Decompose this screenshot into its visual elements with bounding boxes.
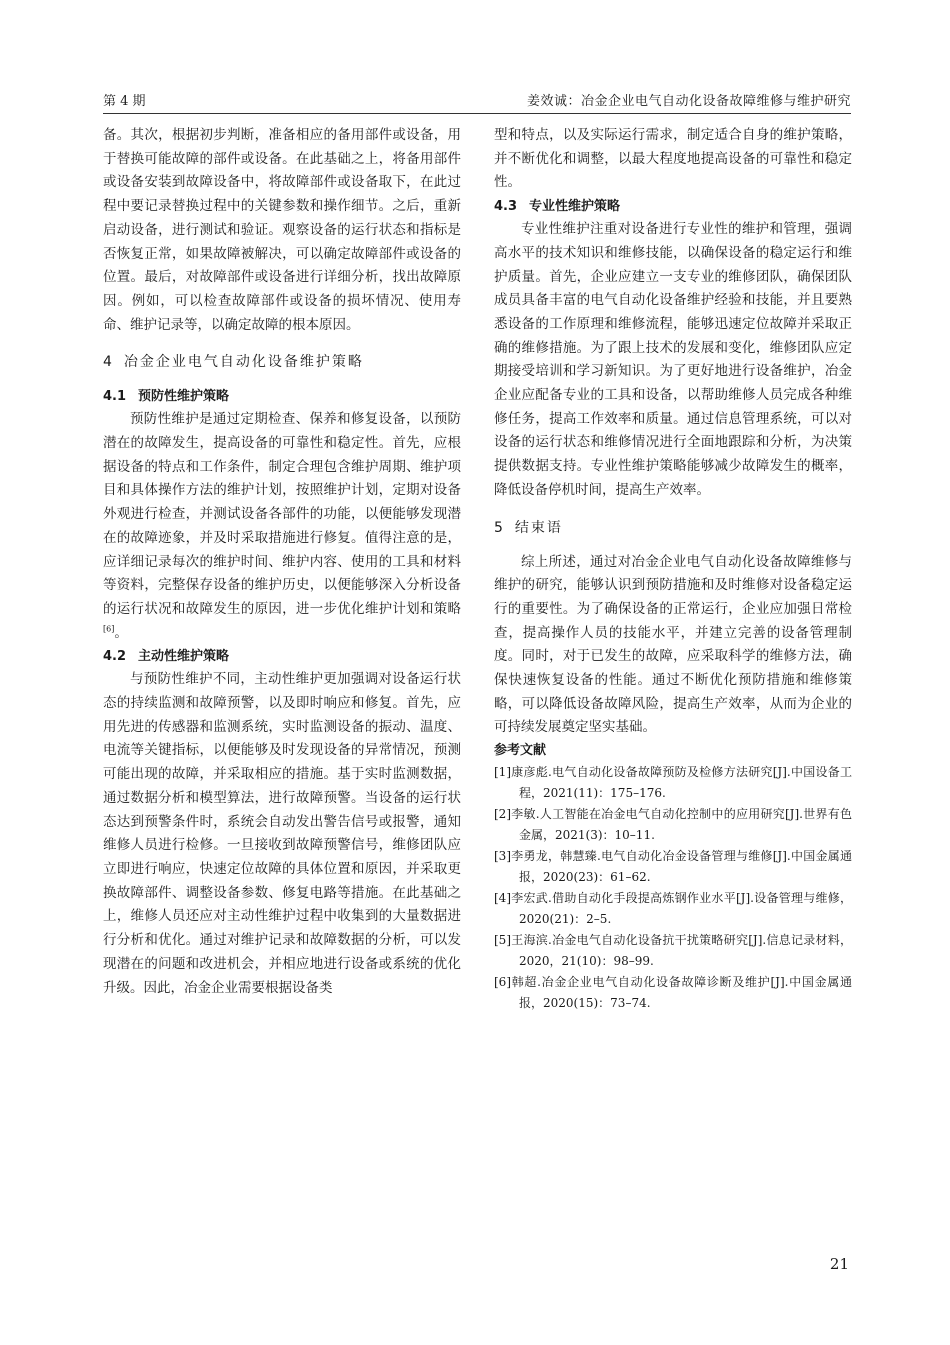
subsection-title: 专业性维护策略 [529, 199, 621, 215]
paragraph-text: 预防性维护是通过定期检查、保养和修复设备，以预防潜在的故障发生，提高设备的可靠性和稳定性。首先，应根据设备的特点和工作条件，制定合理包含维护周期、维护项目和具体操作方法的维护计划，按照维护计划，定期对设备外观进行检查，并测试设备各部件的功能，以便能够发现潜在的故障迹象，并及时采取措施进行修复。值得注意的是，应详细记录每次的维护时间、维护内容、使用的工具和材料等资料，完整保存设备的维护历史，以便能够深入分析设备的运行状况和故障发生的原因，进一步优化维护计划和策略 [103, 411, 461, 617]
reference-item: [3]李勇龙，韩慧臻.电气自动化冶金设备管理与维修[J].中国金属通报，2020(23)：61–62. [494, 849, 852, 885]
paragraph-continuation: 备。其次，根据初步判断，准备相应的备用部件或设备，用于替换可能故障的部件或设备。在此基础之上，将备用部件或设备安装到故障设备中，将故障部件或设备取下，在此过程中要记录替换过程中的关键参数和操作细节。之后，重新启动设备，进行测试和验证。观察设备的运行状态和指标是否恢复正常，如果故障被解决，可以确定故障部件或设备的位置。最后，对故障部件或设备进行详细分析，找出故障原因。例如，可以检查故障部件或设备的损坏情况、使用寿命、维护记录等，以确定故障的根本原因。 [103, 127, 461, 333]
running-title: 姜效诚：冶金企业电气自动化设备故障维修与维护研究 [526, 94, 851, 109]
subsection-4-2-heading [103, 645, 461, 668]
subsection-4-3-heading [494, 195, 852, 218]
running-header [103, 90, 851, 112]
citation: [6] [103, 624, 115, 634]
paragraph-continuation: 型和特点，以及实际运行需求，制定适合自身的维护策略，并不断优化和调整，以最大程度地提高设备的可靠性和稳定性。 [494, 127, 852, 191]
subsection-title: 主动性维护策略 [138, 649, 230, 665]
subsection-number: 4.3 [494, 199, 518, 215]
page-number: 21 [829, 1255, 849, 1273]
subsection-title: 预防性维护策略 [138, 389, 230, 405]
reference-item: [2]李敏.人工智能在冶金电气自动化控制中的应用研究[J].世界有色金属，2021(3)：10–11. [494, 807, 852, 843]
paragraph-4-3: 专业性维护注重对设备进行专业性的维护和管理，强调高水平的技术知识和维修技能，以确保设备的稳定运行和维护质量。首先，企业应建立一支专业的维修团队，确保团队成员具备丰富的电气自动化设备维护经验和技能，并且要熟悉设备的工作原理和维修流程，能够迅速定位故障并采取正确的维修措施。为了跟上技术的发展和变化，维修团队应定期接受培训和学习新知识。为了更好地进行设备维护，冶金企业应配备专业的工具和设备，以帮助维修人员完成各种维修任务，提高工作效率和质量。通过信息管理系统，可以对设备的运行状态和维修情况进行全面地跟踪和分析，为决策提供数据支持。专业性维护策略能够减少故障发生的概率，降低设备停机时间，提高生产效率。 [494, 221, 852, 498]
reference-item: [6]韩超.冶金企业电气自动化设备故障诊断及维护[J].中国金属通报，2020(15)：73–74. [494, 975, 852, 1011]
reference-item: [1]康彦彪.电气自动化设备故障预防及检修方法研究[J].中国设备工程，2021(11)：175–176. [494, 765, 852, 801]
paragraph-4-1 [103, 408, 461, 645]
section-title: 结束语 [514, 519, 563, 536]
paragraph-4-2: 与预防性维护不同，主动性维护更加强调对设备运行状态的持续监测和故障预警，以及即时响应和修复。首先，应用先进的传感器和监测系统，实时监测设备的振动、温度、电流等关键指标，以便能够及时发现设备的异常情况，预测可能出现的故障，并采取相应的措施。基于实时监测数据，通过数据分析和模型算法，进行故障预警。当设备的运行状态达到预警条件时，系统会自动发出警告信号或报警，通知维修人员进行检修。一旦接收到故障预警信号，维修团队应立即进行响应，快速定位故障的具体位置和原因，并采取更换故障部件、调整设备参数、修复电路等措施。在此基础之上，维修人员还应对主动性维护过程中收集到的大量数据进行分析和优化。通过对维护记录和故障数据的分析，可以发现潜在的问题和改进机会，并相应地进行设备或系统的优化升级。因此，冶金企业需要根据设备类 [103, 671, 461, 996]
paragraph-end: 。 [114, 624, 128, 641]
header-rule [103, 113, 851, 114]
section-5-heading [494, 516, 852, 540]
section-title: 冶金企业电气自动化设备维护策略 [123, 354, 364, 371]
paragraph-conclusion: 综上所述，通过对冶金企业电气自动化设备故障维修与维护的研究，能够认识到预防措施和及时维修对设备稳定运行的重要性。为了确保设备的正常运行，企业应加强日常检查，提高操作人员的技能水平，并建立完善的设备管理制度。同时，对于已发生的故障，应采取科学的维修方法，确保快速恢复设备的性能。通过不断优化预防措施和维修策略，可以降低设备故障风险，提高生产效率，从而为企业的可持续发展奠定坚实基础。 [494, 553, 852, 736]
left-column [103, 124, 461, 1000]
section-4-heading [103, 350, 461, 374]
reference-list [494, 762, 852, 1014]
subsection-number: 4.1 [103, 389, 127, 405]
subsection-number: 4.2 [103, 649, 127, 665]
issue-label: 第 4 期 [103, 94, 146, 109]
references-heading: 参考文献 [494, 743, 547, 759]
subsection-4-1-heading [103, 385, 461, 408]
reference-item: [5]王海滨.冶金电气自动化设备抗干扰策略研究[J].信息记录材料，2020，21(10)：98–99. [494, 933, 852, 969]
reference-item: [4]李宏武.借助自动化手段提高炼钢作业水平[J].设备管理与维修，2020(21)：2–5. [494, 891, 852, 927]
right-column [494, 124, 852, 1014]
section-number: 5 [494, 519, 503, 536]
section-number: 4 [103, 354, 112, 371]
